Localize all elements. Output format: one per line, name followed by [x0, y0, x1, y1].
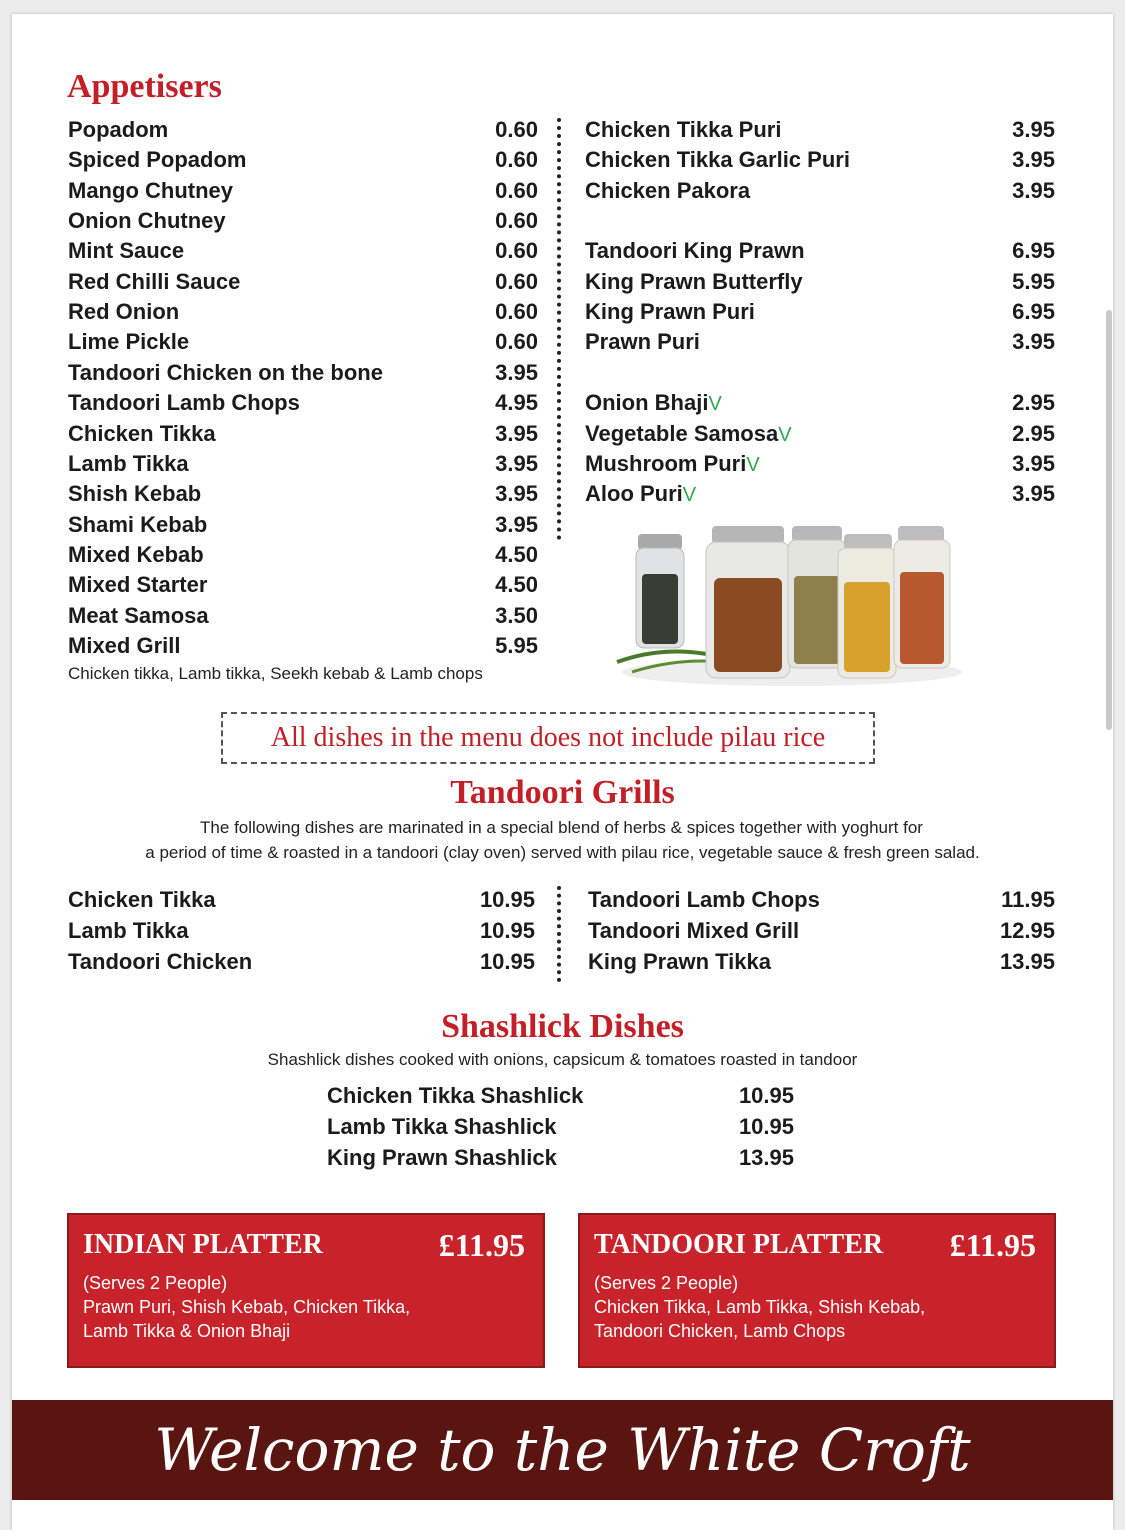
- item-name-text: King Prawn Butterfly: [585, 268, 803, 294]
- appetisers-heading: Appetisers: [67, 68, 222, 105]
- menu-item-price: 3.95: [1012, 481, 1055, 507]
- menu-item-name: [68, 918, 189, 944]
- menu-item-name: [68, 178, 233, 204]
- menu-item: [585, 238, 1055, 268]
- menu-item: [68, 117, 538, 147]
- menu-item-price: 5.95: [495, 632, 538, 658]
- menu-item-price: 10.95: [479, 918, 535, 943]
- menu-item-price: 3.95: [1012, 329, 1055, 355]
- menu-item: [585, 147, 1055, 177]
- menu-item-price: 6.95: [1012, 299, 1055, 325]
- item-name-text: King Prawn Tikka: [588, 949, 771, 974]
- item-name-text: Onion Bhaji: [585, 390, 709, 416]
- menu-item-name: [68, 147, 246, 173]
- menu-item-name: [585, 329, 700, 355]
- menu-item-name: [588, 887, 820, 913]
- jar-2: [706, 526, 790, 678]
- item-name-text: Mixed Grill: [68, 632, 181, 658]
- menu-item-name: [327, 1114, 556, 1140]
- menu-item-price: 0.60: [495, 117, 538, 142]
- menu-item: [68, 269, 538, 299]
- item-name-text: Lamb Tikka: [68, 450, 189, 476]
- item-name-text: Tandoori Chicken: [68, 949, 253, 974]
- menu-item: [68, 421, 538, 451]
- menu-item: [588, 918, 1055, 948]
- appetisers-divider: [557, 118, 561, 540]
- menu-item-price: 3.95: [495, 359, 538, 385]
- menu-item: [68, 633, 538, 663]
- menu-item: [68, 572, 538, 602]
- menu-item-name: [68, 572, 207, 598]
- menu-item-name: [68, 949, 252, 975]
- jar-3: [788, 526, 846, 668]
- menu-item-name: [68, 117, 168, 143]
- item-name-text: Vegetable Samosa: [585, 420, 779, 446]
- menu-item-name: [585, 238, 805, 264]
- menu-item-name: [68, 269, 240, 295]
- menu-item-price: 0.60: [495, 329, 538, 355]
- menu-item: [68, 178, 538, 208]
- menu-item-name: [327, 1145, 557, 1171]
- platter-serves: (Serves 2 People): [594, 1273, 739, 1293]
- menu-item: [68, 542, 538, 572]
- jar-1: [636, 534, 684, 648]
- menu-item: [585, 421, 1055, 451]
- menu-item-name: [585, 390, 722, 416]
- menu-item-name: [585, 178, 750, 204]
- menu-item: [585, 451, 1055, 481]
- item-name-text: Chicken Tikka: [68, 420, 216, 446]
- item-name-text: Chicken Tikka Garlic Puri: [585, 147, 850, 173]
- item-name-text: Spiced Popadom: [68, 147, 247, 173]
- jar-5: [894, 526, 950, 668]
- item-name-text: Shami Kebab: [68, 511, 208, 537]
- menu-item-price: 10.95: [479, 949, 535, 974]
- menu-item: [68, 329, 538, 359]
- menu-item: [327, 1145, 794, 1175]
- menu-item-name: [68, 390, 300, 416]
- menu-item-price: 0.60: [495, 208, 538, 234]
- item-name-text: King Prawn Shashlick: [327, 1145, 557, 1170]
- item-name-text: King Prawn Puri: [585, 299, 755, 325]
- platter-line-1: Prawn Puri, Shish Kebab, Chicken Tikka,: [83, 1297, 411, 1317]
- jar-4: [838, 534, 896, 678]
- menu-item-price: 2.95: [1012, 390, 1055, 416]
- menu-item-price: 12.95: [999, 918, 1055, 943]
- menu-item: [68, 147, 538, 177]
- menu-item-price: 4.50: [495, 541, 538, 567]
- menu-item: [68, 918, 535, 948]
- menu-item-name: [68, 887, 216, 913]
- menu-item-price: 0.60: [495, 238, 538, 264]
- menu-item-name: [68, 208, 226, 234]
- platter-line-1: Chicken Tikka, Lamb Tikka, Shish Kebab,: [594, 1297, 926, 1317]
- menu-item-name: [68, 451, 189, 477]
- spice-jars-image: [612, 522, 962, 692]
- menu-item: [585, 299, 1055, 329]
- item-name-text: Tandoori Lamb Chops: [68, 390, 300, 416]
- menu-item-price: 0.60: [495, 147, 538, 173]
- menu-item-name: [68, 329, 189, 355]
- menu-item: [327, 1114, 794, 1144]
- menu-item-name: [585, 117, 781, 143]
- menu-item: [585, 178, 1055, 208]
- item-name-text: Mushroom Puri: [585, 450, 747, 476]
- tandoori-desc-2: a period of time & roasted in a tandoori (clay oven) served with pilau rice, vegetable sauce & fresh green salad.: [145, 843, 980, 862]
- item-name-text: Aloo Puri: [585, 481, 683, 507]
- item-name-text: Onion Chutney: [68, 208, 226, 234]
- item-name-text: Tandoori Mixed Grill: [588, 918, 800, 943]
- menu-item-price: 0.60: [495, 177, 538, 203]
- menu-item-price: 4.95: [495, 390, 538, 416]
- menu-item-price: 4.50: [495, 572, 538, 598]
- menu-item: [585, 269, 1055, 299]
- item-name-text: Red Onion: [68, 299, 180, 325]
- item-name-text: Mixed Starter: [68, 572, 208, 598]
- vegetarian-icon: V: [746, 453, 760, 476]
- platter-price: £11.95: [438, 1227, 525, 1263]
- item-name-text: Lamb Tikka Shashlick: [327, 1114, 557, 1139]
- tandoori-heading: Tandoori Grills: [450, 774, 675, 811]
- menu-item-name: [327, 1083, 583, 1109]
- menu-item-price: 5.95: [1012, 268, 1055, 294]
- vegetarian-icon: V: [708, 393, 722, 416]
- menu-item-price: 11.95: [1001, 887, 1055, 912]
- scrollbar[interactable]: [1106, 310, 1112, 730]
- menu-item-price: 3.95: [1012, 450, 1055, 476]
- menu-item-name: [585, 269, 803, 295]
- menu-item-name: [68, 633, 180, 659]
- menu-item-price: 3.95: [495, 450, 538, 476]
- menu-item: [68, 949, 535, 979]
- platter-serves: (Serves 2 People): [83, 1273, 228, 1293]
- item-name-text: Chicken Pakora: [585, 177, 751, 203]
- platter-desc: [594, 1271, 925, 1343]
- vegetarian-icon: V: [778, 423, 792, 446]
- menu-item-name: [585, 481, 696, 507]
- menu-item-name: [68, 603, 209, 629]
- item-name-text: Chicken Tikka Shashlick: [327, 1083, 584, 1108]
- menu-item-price: 2.95: [1012, 420, 1055, 446]
- menu-item-name: [68, 512, 207, 538]
- item-name-text: Mixed Kebab: [68, 541, 204, 567]
- menu-item: [68, 512, 538, 542]
- tandoori-divider: [557, 886, 561, 982]
- menu-item-name: [588, 918, 799, 944]
- menu-item-price: 0.60: [495, 268, 538, 294]
- platter-title: INDIAN PLATTER: [83, 1229, 323, 1260]
- item-name-text: Tandoori Lamb Chops: [588, 887, 820, 912]
- menu-item: [588, 949, 1055, 979]
- menu-item-price: 3.95: [495, 481, 538, 507]
- menu-item-price: 10.95: [738, 1083, 794, 1108]
- menu-item: [585, 481, 1055, 511]
- menu-item: [585, 329, 1055, 359]
- item-name-text: Lime Pickle: [68, 329, 190, 355]
- menu-item: [585, 390, 1055, 420]
- menu-item-name: [68, 238, 184, 264]
- menu-item: [68, 238, 538, 268]
- menu-item-name: [68, 299, 179, 325]
- menu-item-name: [68, 421, 216, 447]
- indian-platter-box: [67, 1213, 545, 1368]
- menu-item-price: 3.95: [495, 511, 538, 537]
- menu-item-name: [68, 360, 383, 386]
- menu-item-price: 0.60: [495, 299, 538, 325]
- menu-item-price: 6.95: [1012, 238, 1055, 264]
- menu-item: [68, 360, 538, 390]
- platter-line-2: Lamb Tikka & Onion Bhaji: [83, 1321, 291, 1341]
- menu-item-name: [585, 421, 792, 447]
- item-name-text: Lamb Tikka: [68, 918, 189, 943]
- platter-desc: [83, 1271, 410, 1343]
- menu-item-price: 10.95: [738, 1114, 794, 1139]
- platter-line-2: Tandoori Chicken, Lamb Chops: [594, 1321, 846, 1341]
- menu-item-price: 3.95: [1012, 177, 1055, 203]
- menu-item: [68, 887, 535, 917]
- item-name-text: Red Chilli Sauce: [68, 268, 241, 294]
- menu-item: [68, 451, 538, 481]
- shashlick-desc: Shashlick dishes cooked with onions, capsicum & tomatoes roasted in tandoor: [267, 1050, 858, 1069]
- menu-item-name: [585, 299, 755, 325]
- menu-item: [327, 1083, 794, 1113]
- menu-item-price: 3.50: [495, 602, 538, 628]
- shashlick-heading: Shashlick Dishes: [441, 1008, 684, 1045]
- tandoori-desc-1: The following dishes are marinated in a special blend of herbs & spices together with yoghurt for: [200, 818, 923, 837]
- tandoori-platter-box: [578, 1213, 1056, 1368]
- vegetarian-icon: V: [682, 484, 697, 507]
- platter-price: £11.95: [949, 1227, 1036, 1263]
- menu-item-name: [588, 949, 771, 975]
- item-name-text: Mint Sauce: [68, 238, 185, 264]
- menu-item: [588, 887, 1055, 917]
- item-name-text: Chicken Tikka Puri: [585, 117, 782, 142]
- menu-item-name: [68, 481, 201, 507]
- menu-item-price: 3.95: [1012, 117, 1055, 142]
- menu-item: [585, 117, 1055, 147]
- mixed-grill-note: Chicken tikka, Lamb tikka, Seekh kebab & Lamb chops: [68, 664, 483, 683]
- menu-item-name: [585, 451, 760, 477]
- menu-item-price: 10.95: [479, 887, 535, 912]
- menu-item: [68, 208, 538, 238]
- item-name-text: Tandoori Chicken on the bone: [68, 359, 383, 385]
- menu-item: [68, 481, 538, 511]
- item-name-text: Chicken Tikka: [68, 887, 216, 912]
- item-name-text: Tandoori King Prawn: [585, 238, 805, 264]
- welcome-footer: Welcome to the White Croft: [12, 1400, 1113, 1500]
- menu-item-price: 13.95: [738, 1145, 794, 1170]
- menu-item-price: 13.95: [999, 949, 1055, 974]
- item-name-text: Prawn Puri: [585, 329, 700, 355]
- pilau-rice-notice: All dishes in the menu does not include pilau rice: [221, 712, 875, 764]
- menu-item: [68, 390, 538, 420]
- item-name-text: Popadom: [68, 117, 169, 142]
- menu-item-name: [68, 542, 204, 568]
- item-name-text: Shish Kebab: [68, 481, 202, 507]
- menu-item-price: 3.95: [495, 420, 538, 446]
- platter-title: TANDOORI PLATTER: [594, 1229, 884, 1260]
- menu-item-price: 3.95: [1012, 147, 1055, 173]
- menu-item: [68, 299, 538, 329]
- menu-item: [68, 603, 538, 633]
- item-name-text: Mango Chutney: [68, 177, 233, 203]
- item-name-text: Meat Samosa: [68, 602, 209, 628]
- menu-item-name: [585, 147, 850, 173]
